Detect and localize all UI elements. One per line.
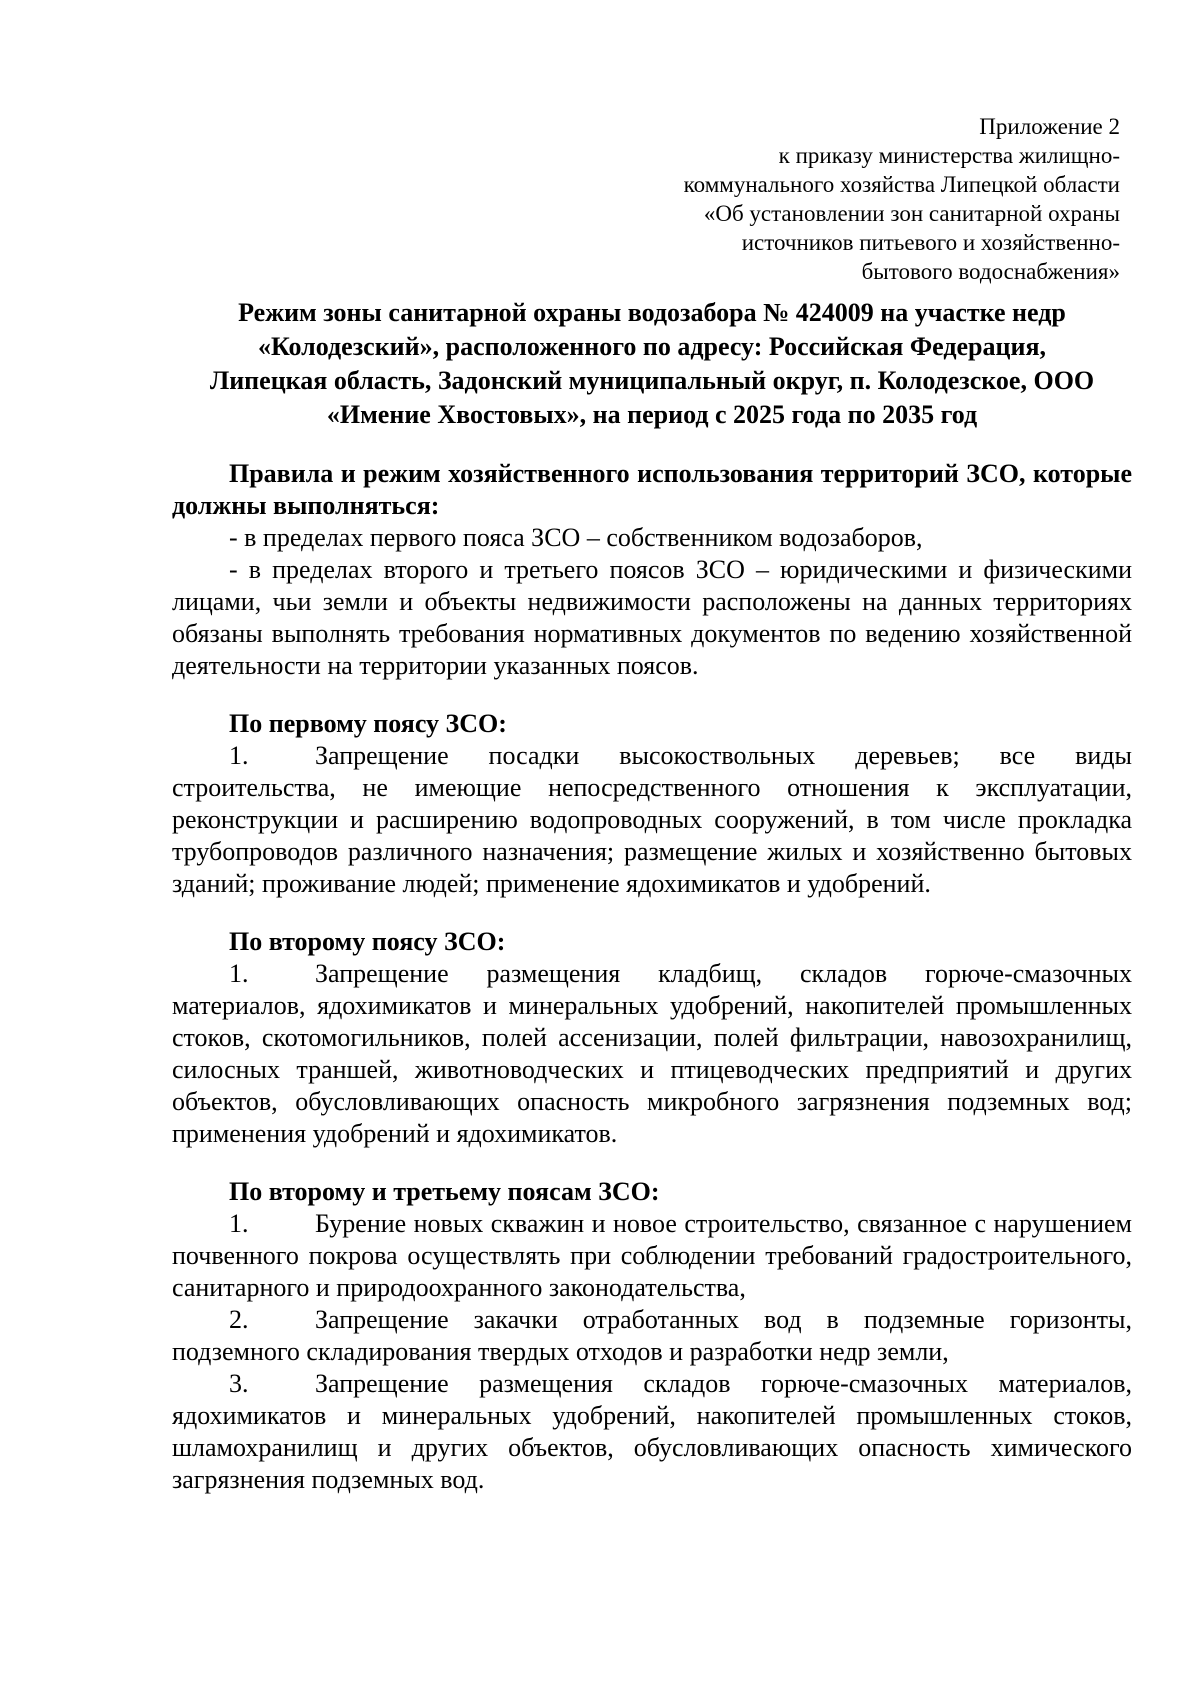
appendix-line: к приказу министерства жилищно- [778, 143, 1120, 168]
title-line: «Имение Хвостовых», на период с 2025 года по 2035 год [326, 400, 978, 429]
belt23-item [172, 1208, 1132, 1304]
belt1-item [172, 740, 1132, 900]
title-line: «Колодезский», расположенного по адресу: Российская Федерация, [257, 332, 1047, 361]
item-text: Запрещение посадки высокоствольных деревьев; все виды строительства, не имеющие непосредственного отношения к эксплуатации, реконструкции и расширению водопроводных сооружений, в том числе прокладка трубопроводов различного назначения; размещение жилых и хозяйственно бытовых зданий; проживание людей; применение ядохимикатов и удобрений. [172, 741, 1132, 898]
belt2-item [172, 958, 1132, 1150]
document-body [172, 458, 1132, 1496]
section-heading-belt2-3: По второму и третьему поясам ЗСО: [229, 1177, 660, 1206]
item-number: 1. [229, 741, 249, 770]
item-number: 2. [229, 1305, 249, 1334]
appendix-line: бытового водоснабжения» [861, 259, 1120, 284]
rules-heading: Правила и режим хозяйственного использования территорий ЗСО, которые должны выполняться: [172, 459, 1132, 520]
item-text: Бурение новых скважин и новое строительство, связанное с нарушением почвенного покрова осуществлять при соблюдении требований градостроительного, санитарного и природоохранного законодательства, [172, 1209, 1132, 1302]
item-number: 3. [229, 1369, 249, 1398]
title-line: Липецкая область, Задонский муниципальный округ, п. Колодезское, ООО [209, 366, 1095, 395]
section-heading-belt1: По первому поясу ЗСО: [229, 709, 507, 738]
item-text: Запрещение размещения складов горюче-смазочных материалов, ядохимикатов и минеральных удобрений, накопителей промышленных стоков, шламохранилищ и других объектов, обусловливающих опасность химического загрязнения подземных вод. [172, 1369, 1132, 1494]
appendix-line: источников питьевого и хозяйственно- [741, 230, 1120, 255]
rules-item-second-third-belt: - в пределах второго и третьего поясов ЗСО – юридическими и физическими лицами, чьи земли и объекты недвижимости расположены на данных территориях обязаны выполнять требования нормативных документов по ведению хозяйственной деятельности на территории указанных поясов. [172, 555, 1132, 680]
rules-item-first-belt: - в пределах первого пояса ЗСО – собственником водозаборов, [229, 523, 923, 552]
item-number: 1. [229, 959, 249, 988]
appendix-line: «Об установлении зон санитарной охраны [703, 201, 1120, 226]
item-text: Запрещение размещения кладбищ, складов горюче-смазочных материалов, ядохимикатов и минеральных удобрений, накопителей промышленных стоков, скотомогильников, полей ассенизации, полей фильтрации, навозохранилищ, силосных траншей, животноводческих и птицеводческих предприятий и других объектов, обусловливающих опасность микробного загрязнения подземных вод; применения удобрений и ядохимикатов. [172, 959, 1132, 1148]
belt23-item [172, 1304, 1132, 1368]
section-heading-belt2: По второму поясу ЗСО: [229, 927, 506, 956]
title-line: Режим зоны санитарной охраны водозабора № 424009 на участке недр [238, 298, 1066, 327]
item-number: 1. [229, 1209, 249, 1238]
appendix-block [684, 112, 1120, 286]
belt23-item [172, 1368, 1132, 1496]
appendix-line: коммунального хозяйства Липецкой области [683, 172, 1120, 197]
document-title [172, 296, 1132, 432]
item-text: Запрещение закачки отработанных вод в подземные горизонты, подземного складирования твердых отходов и разработки недр земли, [172, 1305, 1132, 1366]
appendix-line: Приложение 2 [979, 114, 1120, 139]
